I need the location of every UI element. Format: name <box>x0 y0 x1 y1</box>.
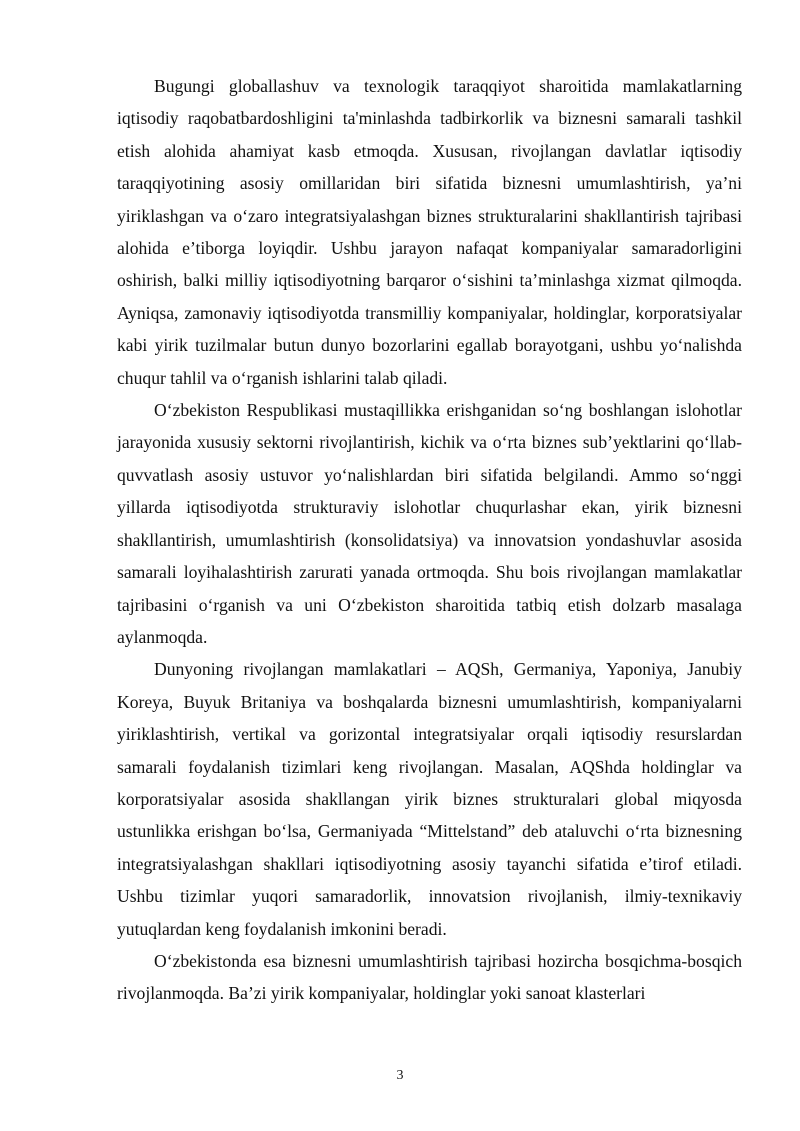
paragraph-2: O‘zbekiston Respublikasi mustaqillikka erishganidan so‘ng boshlangan islohotlar jarayonida xususiy sektorni rivojlantirish, kichik va o‘rta biznes sub’yektlarini qo‘llab-quvvatlash asosiy ustuvor yo‘nalishlardan biri sifatida belgilandi. Ammo so‘nggi yillarda iqtisodiyotda strukturaviy islohotlar chuqurlashar ekan, yirik biznesni shakllantirish, umumlashtirish (konsolidatsiya) va innovatsion yondashuvlar asosida samarali loyihalashtirish zarurati yanada ortmoqda. Shu bois rivojlangan mamlakatlar tajribasini o‘rganish va uni O‘zbekiston sharoitida tatbiq etish dolzarb masalaga aylanmoqda. <box>117 400 742 647</box>
body-text <box>117 70 742 1010</box>
paragraph-4: O‘zbekistonda esa biznesni umumlashtirish tajribasi hozircha bosqichma-bosqich rivojlanmoqda. Ba’zi yirik kompaniyalar, holdinglar yoki sanoat klasterlari <box>117 950 742 1004</box>
page-number: 3 <box>396 1068 404 1083</box>
paragraph-3: Dunyoning rivojlangan mamlakatlari – AQSh, Germaniya, Yaponiya, Janubiy Koreya, Buyuk Britaniya va boshqalarda biznesni umumlashtirish, kompaniyalarni yiriklashtirish, vertikal va gorizontal integratsiyalar orqali iqtisodiy resurslardan samarali foydalanish tizimlari keng rivojlangan. Masalan, AQShda holdinglar va korporatsiyalar asosida shakllangan yirik biznes strukturalari global miqyosda ustunlikka erishgan bo‘lsa, Germaniyada “Mittelstand” deb ataluvchi o‘rta biznesning integratsiyalashgan shakllari iqtisodiyotning asosiy tayanchi sifatida e’tirof etiladi. Ushbu tizimlar yuqori samaradorlik, innovatsion rivojlanish, ilmiy-texnikaviy yutuqlardan keng foydalanish imkonini beradi. <box>117 659 742 939</box>
paragraph-1: Bugungi globallashuv va texnologik taraqqiyot sharoitida mamlakatlarning iqtisodiy raqobatbardoshligini ta'minlashda tadbirkorlik va biznesni samarali tashkil etish alohida ahamiyat kasb etmoqda. Xususan, rivojlangan davlatlar iqtisodiy taraqqiyotining asosiy omillaridan biri sifatida biznesni umumlashtirish, ya’ni yiriklashgan va o‘zaro integratsiyalashgan biznes strukturalarini shakllantirish tajribasi alohida e’tiborga loyiqdir. Ushbu jarayon nafaqat kompaniyalar samaradorligini oshirish, balki milliy iqtisodiyotning barqaror o‘sishini ta’minlashga xizmat qilmoqda. Ayniqsa, zamonaviy iqtisodiyotda transmilliy kompaniyalar, holdinglar, korporatsiyalar kabi yirik tuzilmalar butun dunyo bozorlarini egallab borayotgani, ushbu yo‘nalishda chuqur tahlil va o‘rganish ishlarini talab qiladi. <box>117 76 742 388</box>
